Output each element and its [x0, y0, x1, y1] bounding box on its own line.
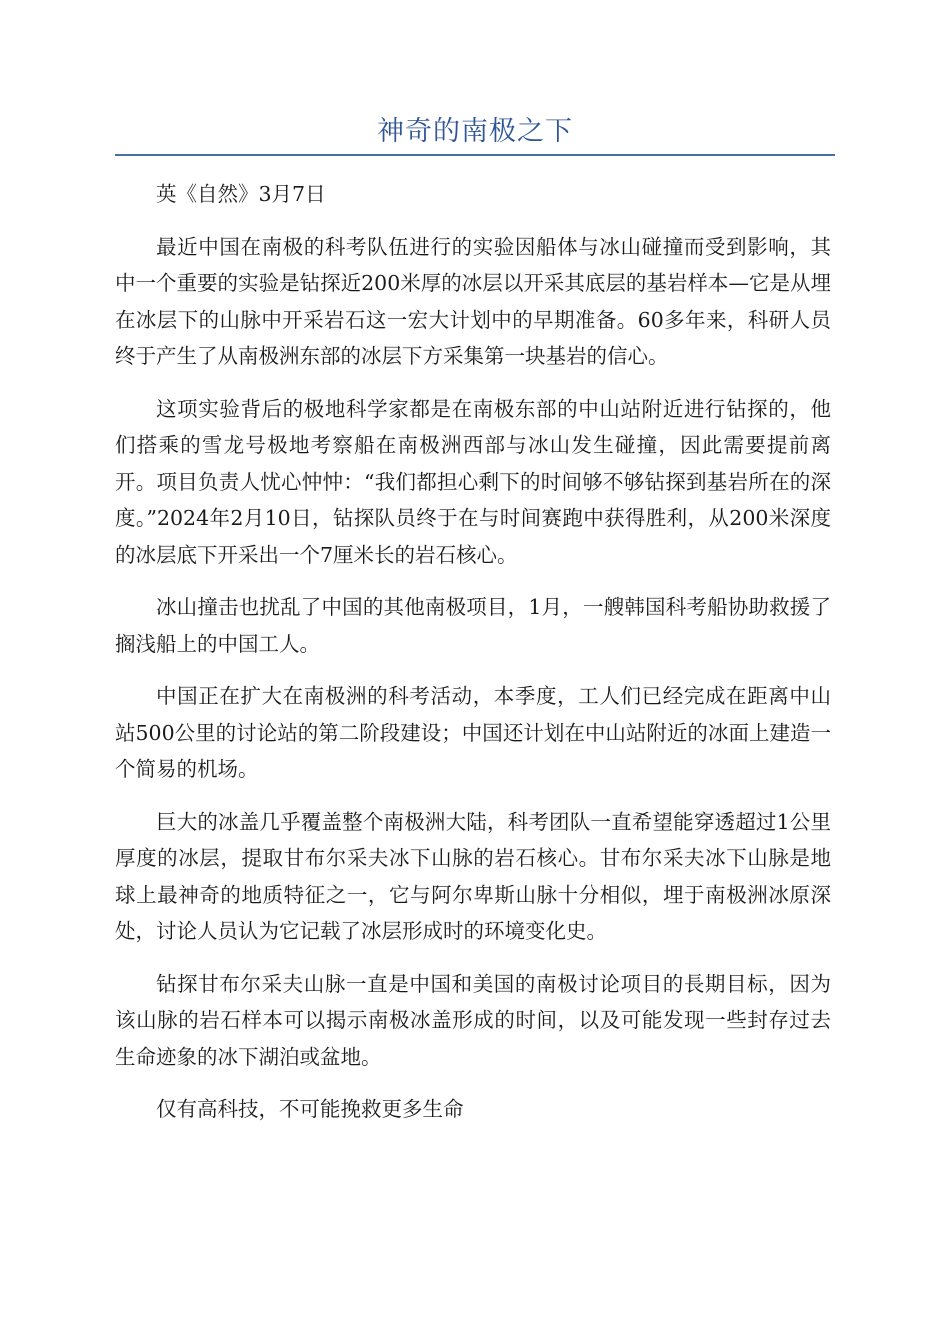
paragraph: 钻探甘布尔采夫山脉一直是中国和美国的南极讨论项目的長期目标，因为该山脉的岩石样本可以揭示南极冰盖形成的时间，以及可能发现一些封存过去生命迹象的冰下湖泊或盆地。	[115, 971, 831, 1069]
paragraph: 中国正在扩大在南极洲的科考活动，本季度，工人们已经完成在距离中山站500公里的讨论站的第二阶段建设；中国还计划在中山站附近的冰面上建造一个简易的机场。	[115, 684, 831, 781]
paragraph: 冰山撞击也扰乱了中国的其他南极项目，1月，一艘韩国科考船协助救援了搁浅船上的中国工人。	[115, 595, 831, 656]
paragraph: 最近中国在南极的科考队伍进行的实验因船体与冰山碰撞而受到影响，其中一个重要的实验是钻探近200米厚的冰层以开采其底层的基岩样本—它是从埋在冰层下的山脉中开采岩石这一宏大计划中的早期准备。60多年来，科研人员终于产生了从南极洲东部的冰层下方采集第一块基岩的信心。	[115, 234, 831, 368]
article-body	[115, 176, 831, 1144]
paragraph: 巨大的冰盖几乎覆盖整个南极洲大陆，科考团队一直希望能穿透超过1公里厚度的冰层，提取甘布尔采夫冰下山脉的岩石核心。甘布尔采夫冰下山脉是地球上最神奇的地质特征之一，它与阿尔卑斯山脉十分相似，埋于南极洲冰原深处，讨论人员认为它记载了冰层形成时的环境变化史。	[115, 809, 831, 943]
source-line: 英《自然》3月7日	[156, 182, 326, 206]
title-divider	[115, 154, 835, 156]
paragraph: 这项实验背后的极地科学家都是在南极东部的中山站附近进行钻探的，他们搭乘的雪龙号极地考察船在南极洲西部与冰山发生碰撞，因此需要提前离开。项目负责人忧心忡忡：“我们都担心剩下的时间够不够钻探到基岩所在的深度。”2024年2月10日，钻探队员终于在与时间赛跑中获得胜利，从200米深度的冰层底下开采出一个7厘米长的岩石核心。	[115, 396, 831, 567]
page-title: 神奇的南极之下	[377, 116, 573, 147]
section-heading: 仅有高科技，不可能挽救更多生命	[156, 1097, 464, 1121]
